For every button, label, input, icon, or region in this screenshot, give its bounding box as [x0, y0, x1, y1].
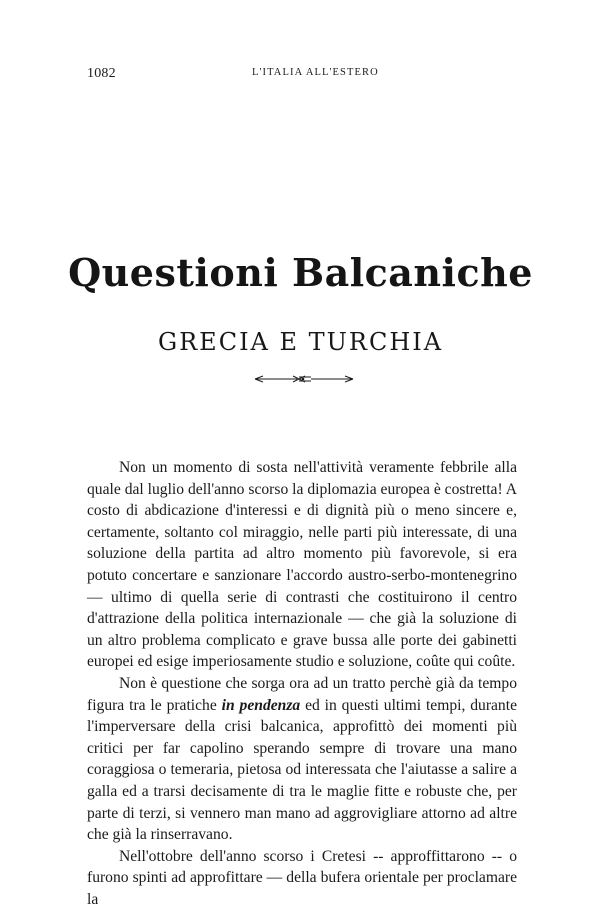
- emphasis-in-pendenza: in pendenza: [221, 696, 301, 714]
- article-subtitle: GRECIA E TURCHIA: [157, 328, 444, 356]
- article-title: Questioni Balcaniche: [68, 250, 533, 295]
- article-body: [87, 457, 517, 910]
- paragraph-1: Non un momento di sosta nell'attività veramente febbrile alla quale dal luglio dell'anno scorso la diplomazia europea è costretta! A costo di abdicazione d'interessi e di dignità più o meno sincere e, certamente, soltanto col miraggio, nelle parti più interessate, di una soluzione della partita ad altro momento più favorevole, si era potuto concertare e sanzionare l'accordo austro-serbo-montenegrino — ultimo di quella serie di contrasti che costituirono il centro d'attrazione della politica internazionale — che già la soluzione di un altro problema complicato e grave bussa alle porte dei gabinetti europei ed esige imperiosamente studio e soluzione, coûte qui coûte.: [87, 459, 517, 671]
- page-number: 1082: [87, 66, 116, 81]
- paragraph-3: Nell'ottobre dell'anno scorso i Cretesi -- approffittarono -- o furono spinti ad approfittare — della bufera orientale per proclamare la: [87, 847, 517, 908]
- running-title: L'ITALIA ALL'ESTERO: [252, 67, 379, 78]
- paragraph-2: [87, 673, 517, 846]
- paragraph-2-part-2: ed in questi ultimi tempi, durante l'imperversare della crisi balcanica, approfittò dei momenti più critici per far capolino sperando sempre di trovare una mano coraggiosa o temeraria, pietosa od interessata che l'aiutasse a salire a galla ed a trarsi decisamente di tra le maglie fitte e robuste che, per parte di terzi, si vennero man mano ad aggrovigliare attorno ad altre che già la rinserravano.: [87, 696, 517, 844]
- paragraph-2-part-1: Non è questione che sorga ora ad un tratto perchè già da tempo figura tra le pratiche: [87, 674, 517, 714]
- running-header: [87, 66, 517, 86]
- double-arrow-divider-icon: [253, 372, 357, 386]
